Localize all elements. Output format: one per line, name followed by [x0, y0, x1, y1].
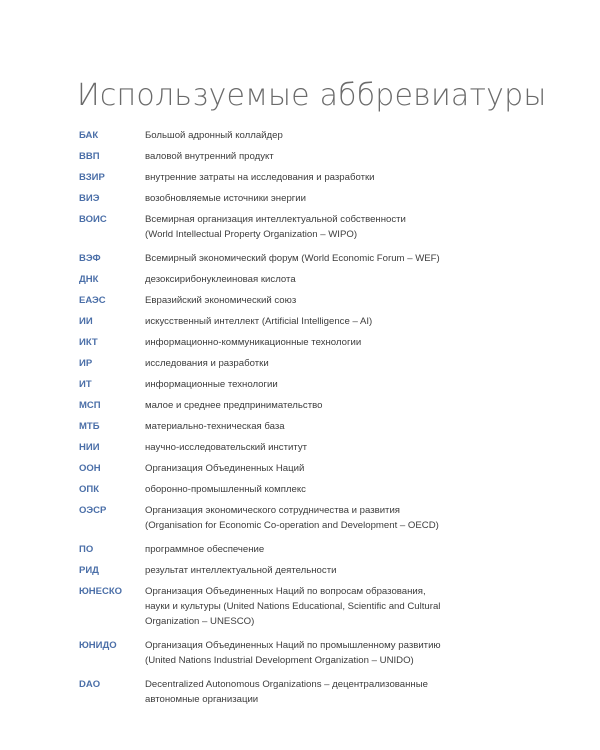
- definition-line: автономные организации: [145, 694, 259, 705]
- abbreviation-term: ВОИС: [79, 214, 107, 225]
- definition-line: Большой адронный коллайдер: [145, 130, 283, 141]
- abbreviation-definition: [145, 542, 565, 557]
- abbreviation-definition: [145, 461, 565, 476]
- abbreviation-term: ООН: [79, 463, 101, 474]
- abbreviation-term: ВИЭ: [79, 193, 100, 204]
- abbreviation-term: ОПК: [79, 484, 100, 495]
- page-title: Используемые аббревиатуры: [77, 78, 547, 113]
- abbreviation-definition: [145, 170, 565, 185]
- definition-line: внутренние затраты на исследования и разработки: [145, 172, 375, 183]
- abbreviation-definition: [145, 128, 565, 143]
- abbreviation-definition: [145, 335, 565, 350]
- abbreviation-term: DAO: [79, 679, 101, 690]
- definition-line: исследования и разработки: [145, 358, 269, 369]
- definition-line: результат интеллектуальной деятельности: [145, 565, 337, 576]
- definition-line: Организация Объединенных Наций: [145, 463, 305, 474]
- definition-line: Организация Объединенных Наций по вопросам образования,: [145, 586, 426, 597]
- abbreviation-definition: [145, 440, 565, 455]
- abbreviation-definition: [145, 212, 565, 242]
- definition-line: искусственный интеллект (Artificial Intelligence – AI): [145, 316, 373, 327]
- abbreviation-term: ИИ: [79, 316, 93, 327]
- abbreviation-term: ИТ: [79, 379, 92, 390]
- definition-line: научно-исследовательский институт: [145, 442, 308, 453]
- abbreviation-term: ИР: [79, 358, 93, 369]
- abbreviation-definition: [145, 191, 565, 206]
- abbreviation-term: ЮНИДО: [79, 640, 117, 651]
- abbreviation-term: ВВП: [79, 151, 100, 162]
- abbreviation-term: МТБ: [79, 421, 100, 432]
- definition-line: материально-техническая база: [145, 421, 285, 432]
- abbreviation-term: ОЭСР: [79, 505, 107, 516]
- abbreviation-definition: [145, 638, 565, 668]
- abbreviation-term: РИД: [79, 565, 99, 576]
- abbreviation-term: ВЭФ: [79, 253, 101, 264]
- abbreviation-definition: [145, 563, 565, 578]
- abbreviation-term: ПО: [79, 544, 94, 555]
- abbreviation-definition: [145, 482, 565, 497]
- abbreviation-term: ВЗИР: [79, 172, 105, 183]
- abbreviation-term: ИКТ: [79, 337, 98, 348]
- definition-line: Организация экономического сотрудничества и развития: [145, 505, 401, 516]
- abbreviation-definition: [145, 314, 565, 329]
- definition-line: программное обеспечение: [145, 544, 265, 555]
- definition-line: Евразийский экономический союз: [145, 295, 297, 306]
- definition-line: дезоксирибонуклеиновая кислота: [145, 274, 296, 285]
- definition-line: (World Intellectual Property Organization – WIPO): [145, 229, 358, 240]
- abbreviation-term: ДНК: [79, 274, 99, 285]
- abbreviation-definition: [145, 677, 565, 707]
- abbreviation-term: БАК: [79, 130, 99, 141]
- definition-line: информационно-коммуникационные технологии: [145, 337, 362, 348]
- abbreviation-definition: [145, 377, 565, 392]
- definition-line: Организация Объединенных Наций по промышленному развитию: [145, 640, 441, 651]
- definition-line: Decentralized Autonomous Organizations – децентрализованные: [145, 679, 428, 690]
- definition-line: малое и среднее предпринимательство: [145, 400, 323, 411]
- definition-line: Всемирная организация интеллектуальной собственности: [145, 214, 406, 225]
- abbreviation-definition: [145, 419, 565, 434]
- definition-line: валовой внутренний продукт: [145, 151, 274, 162]
- abbreviation-definition: [145, 149, 565, 164]
- definition-line: информационные технологии: [145, 379, 278, 390]
- abbreviation-definition: [145, 503, 565, 533]
- abbreviation-definition: [145, 251, 565, 266]
- definition-line: Всемирный экономический форум (World Economic Forum – WEF): [145, 253, 440, 264]
- abbreviation-definition: [145, 584, 565, 629]
- abbreviation-term: ЕАЭС: [79, 295, 106, 306]
- abbreviation-definition: [145, 398, 565, 413]
- abbreviation-term: МСП: [79, 400, 101, 411]
- definition-line: Organization – UNESCO): [145, 616, 255, 627]
- definition-line: (United Nations Industrial Development Organization – UNIDO): [145, 655, 414, 666]
- abbreviation-definition: [145, 356, 565, 371]
- definition-line: науки и культуры (United Nations Educational, Scientific and Cultural: [145, 601, 441, 612]
- abbreviation-definition: [145, 272, 565, 287]
- definition-line: возобновляемые источники энергии: [145, 193, 306, 204]
- abbreviation-definition: [145, 293, 565, 308]
- abbreviation-term: НИИ: [79, 442, 100, 453]
- definition-line: (Organisation for Economic Co-operation and Development – OECD): [145, 520, 439, 531]
- abbreviation-term: ЮНЕСКО: [79, 586, 123, 597]
- definition-line: оборонно-промышленный комплекс: [145, 484, 306, 495]
